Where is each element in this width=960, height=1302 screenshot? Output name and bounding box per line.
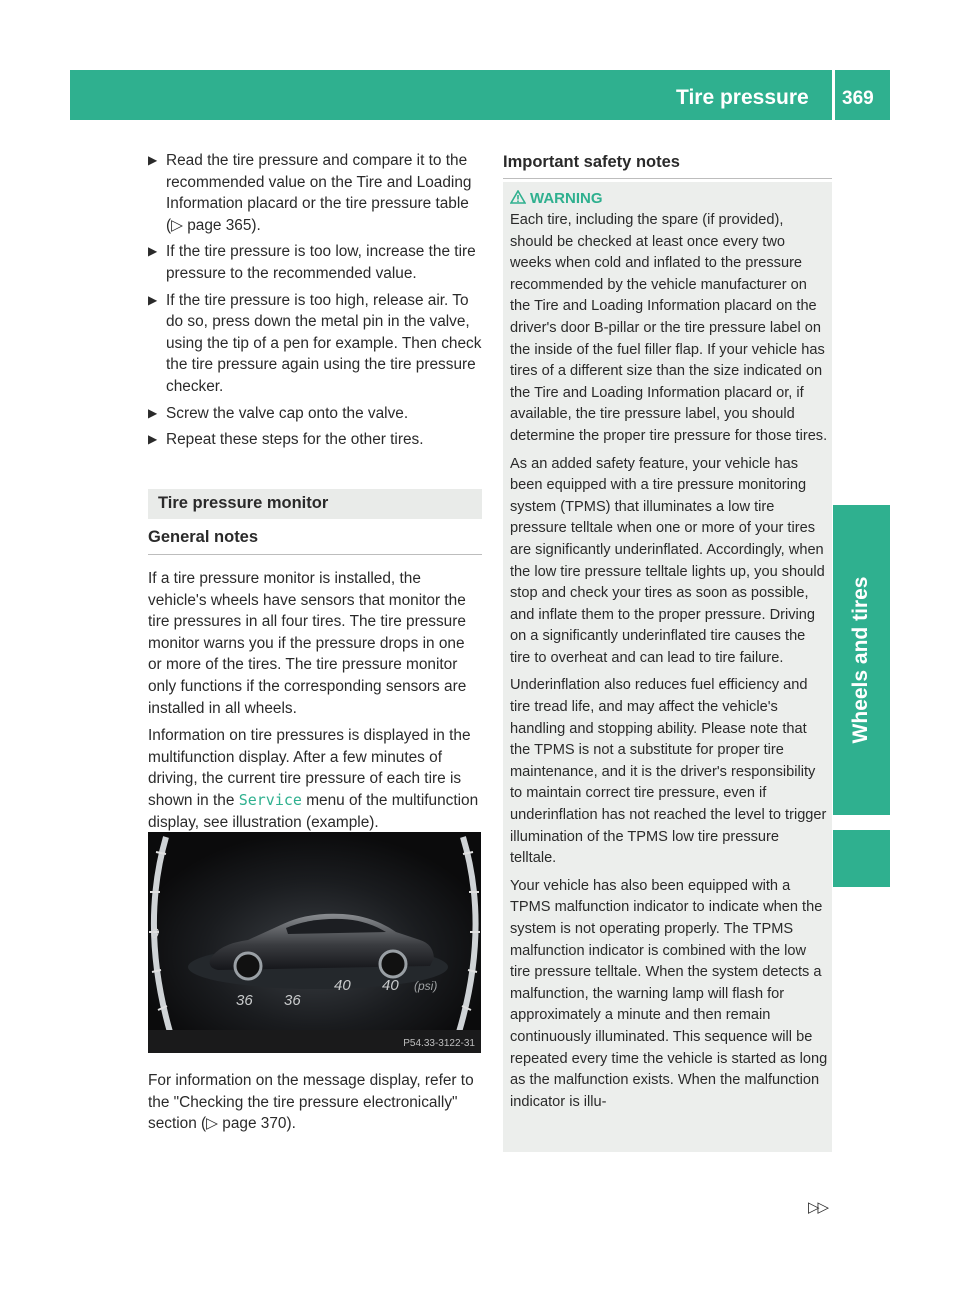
paragraph: Underinflation also reduces fuel efficiency and tire tread life, and may affect the vehicle's handling and stopping ability. Please note that the TPMS is not a substitute for proper tire maintenance, and it is the driver's responsibility to maintain correct tire pressure, even if underinflation has not reached the level to trigger illumination of the TPMS low tire pressure telltale. bbox=[510, 677, 827, 867]
step-item: ▶ If the tire pressure is too high, release air. To do so, press down the metal pin in the valve, using the tip of a pen for example. Then check the tire pressure again using the tire pressure checker. bbox=[148, 291, 482, 395]
front-wheel bbox=[235, 953, 261, 979]
page-number: 369 bbox=[842, 88, 874, 109]
rear-wheel bbox=[380, 951, 406, 977]
section-heading-band bbox=[148, 489, 482, 519]
paragraph: Information on tire pressures is displayed in the multifunction display. After a few minutes of driving, the current tire pressure of each tire is shown in the Service menu of the multifunction display, see illustration (example). bbox=[148, 727, 479, 831]
divider bbox=[503, 178, 832, 179]
continued-icon: ▷▷ bbox=[808, 1199, 828, 1216]
safety-heading: Important safety notes bbox=[503, 153, 680, 171]
paragraph: Each tire, including the spare (if provided), should be checked at least once every two weeks when cold and inflated to the pressure recommended by the vehicle manufacturer on the Tire and Loading Information placard on the driver's door B-pillar or the tire pressure label on the inside of the fuel filler flap. If your vehicle has tires of a different size than the size indicated on the Tire and Loading Information placard or, if available, the tire pressure label, you should determine the proper tire pressure for those tires. bbox=[510, 212, 828, 444]
step-item: ▶ If the tire pressure is too low, increase the tire pressure to the recommended value. bbox=[148, 243, 476, 282]
message-display-reference: For information on the message display, refer to the "Checking the tire pressure electronically" section (▷ page 370). bbox=[148, 1072, 474, 1133]
instruction-steps bbox=[148, 150, 482, 456]
general-notes-text bbox=[148, 568, 482, 839]
chapter-marker bbox=[833, 830, 890, 887]
section-heading: Tire pressure monitor bbox=[158, 494, 329, 512]
instrument-cluster-illustration bbox=[148, 832, 481, 1053]
illustration-reference: P54.33-3122-31 bbox=[403, 1038, 475, 1049]
step-arrow-icon: ▶ bbox=[148, 153, 158, 167]
pressure-front-right: 36 bbox=[284, 992, 301, 1009]
section-title: Tire pressure bbox=[676, 86, 809, 109]
paragraph: Your vehicle has also been equipped with a TPMS malfunction indicator to indicate when the system is not operating properly. The TPMS malfunction indicator is combined with the low tire pressure telltale. When the system detects a malfunction, the warning lamp will flash for approximately a minute and then remain continuously illuminated. This sequence will be repeated every time the vehicle is started as long as the malfunction exists. When the malfunction indicator is illu- bbox=[510, 877, 828, 1110]
svg-text:0: 0 bbox=[151, 925, 159, 941]
pressure-rear-left: 40 bbox=[334, 977, 351, 994]
warning-triangle-icon bbox=[510, 190, 526, 204]
subsection-heading: General notes bbox=[148, 528, 259, 546]
paragraph: If a tire pressure monitor is installed, the vehicle's wheels have sensors that monitor the tire pressures in all four tires. The tire pressure monitor warns you if the pressure drops in one or more of the tires. The tire pressure monitor only functions if the corresponding sensors are installed in all wheels. bbox=[148, 570, 467, 717]
paragraph: As an added safety feature, your vehicle has been equipped with a tire pressure monitoring system (TPMS) that illuminates a low tire pressure telltale when one or more of your tires are significantly underinflated. Accordingly, when the low tire pressure telltale lights up, you should stop and check your tires as soon as possible, and inflate them to the proper pressure. Driving on a significantly underinflated tire causes the tire to overheat and can lead to tire failure. bbox=[510, 455, 825, 666]
step-arrow-icon: ▶ bbox=[148, 244, 158, 259]
cluster-graphic bbox=[148, 832, 481, 1053]
step-item: ▶ Read the tire pressure and compare it to the recommended value on the Tire and Loading Information placard or the tire pressure table (▷ page 365). bbox=[148, 152, 472, 234]
pressure-rear-right: 40 bbox=[382, 977, 399, 994]
warning-title: WARNING bbox=[510, 190, 603, 207]
chapter-tab-label: Wheels and tires bbox=[849, 576, 872, 744]
service-menu-term: Service bbox=[238, 790, 302, 809]
pressure-front-left: 36 bbox=[236, 992, 253, 1009]
pressure-unit: (psi) bbox=[414, 979, 438, 993]
warning-text bbox=[510, 210, 828, 1119]
step-arrow-icon: ▶ bbox=[148, 292, 158, 307]
step-item: ▶ Repeat these steps for the other tires. bbox=[148, 429, 482, 451]
step-item: ▶ Screw the valve cap onto the valve. bbox=[148, 403, 482, 425]
step-arrow-icon: ▶ bbox=[148, 432, 158, 447]
step-arrow-icon: ▶ bbox=[148, 405, 158, 420]
header-divider bbox=[832, 70, 835, 120]
divider bbox=[148, 554, 482, 555]
